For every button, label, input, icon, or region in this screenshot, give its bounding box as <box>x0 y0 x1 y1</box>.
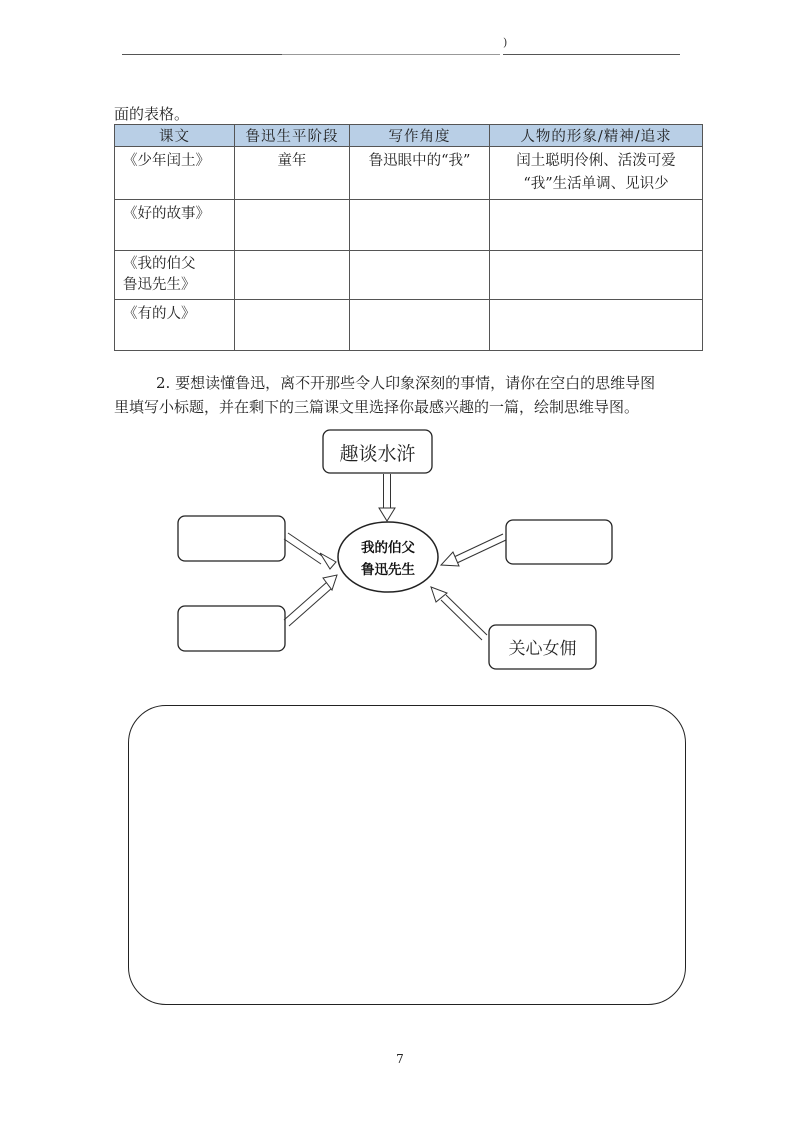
question-text <box>114 371 704 419</box>
stage-cell[interactable] <box>235 251 350 300</box>
lesson-title: 《少年闰土》 <box>123 153 210 169</box>
intro-text: 面的表格。 <box>114 105 190 123</box>
arrow-bottom-left <box>284 575 337 626</box>
bottom-left-node-box[interactable] <box>178 606 285 651</box>
header-rule-left <box>122 54 282 55</box>
lesson-title: 《好的故事》 <box>123 206 210 222</box>
image-cell[interactable] <box>490 300 703 351</box>
table-row <box>115 251 703 300</box>
angle-cell[interactable] <box>350 200 490 251</box>
angle-cell <box>350 147 490 200</box>
column-header: 写作角度 <box>350 125 490 147</box>
center-label-line2: 鲁迅先生 <box>361 562 415 578</box>
stage-cell[interactable] <box>235 200 350 251</box>
answer-drawing-area[interactable] <box>128 705 686 1005</box>
column-header: 鲁迅生平阶段 <box>235 125 350 147</box>
image-cell[interactable] <box>490 251 703 300</box>
bottom-right-node-label: 关心女佣 <box>508 639 577 659</box>
column-header: 课文 <box>115 125 235 147</box>
arrow-top <box>379 474 395 521</box>
header-rule-right <box>503 54 680 55</box>
stage-cell <box>235 147 350 200</box>
stage-text: 童年 <box>277 153 307 169</box>
lesson-table <box>114 124 703 351</box>
header-mark: ) <box>503 36 508 49</box>
angle-cell[interactable] <box>350 300 490 351</box>
angle-cell[interactable] <box>350 251 490 300</box>
lesson-title: 《有的人》 <box>123 306 196 322</box>
column-header: 人物的形象/精神/追求 <box>490 125 703 147</box>
stage-cell[interactable] <box>235 300 350 351</box>
center-node <box>338 522 438 592</box>
image-cell <box>490 147 703 200</box>
question-line: 2. 要想读懂鲁迅，离不开那些令人印象深刻的事情，请你在空白的思维导图 <box>156 374 656 392</box>
image-text-line: “我”生活单调、见识少 <box>523 176 669 192</box>
question-line: 里填写小标题，并在剩下的三篇课文里选择你最感兴趣的一篇，绘制思维导图。 <box>114 398 640 416</box>
lesson-cell <box>115 251 235 300</box>
table-header-row <box>115 125 703 147</box>
mind-map <box>0 420 800 680</box>
top-node-label: 趣谈水浒 <box>339 443 416 465</box>
image-cell[interactable] <box>490 200 703 251</box>
lesson-cell <box>115 147 235 200</box>
arrow-top-right <box>441 534 506 566</box>
page-number: 7 <box>396 1052 404 1066</box>
top-right-node-box[interactable] <box>506 520 612 564</box>
header-rule-middle <box>282 54 500 55</box>
arrow-bottom-right <box>431 587 487 640</box>
lesson-cell <box>115 200 235 251</box>
lesson-title-line: 鲁迅先生》 <box>123 277 196 293</box>
table-row <box>115 147 703 200</box>
table-row <box>115 200 703 251</box>
lesson-title-line: 《我的伯父 <box>123 256 196 272</box>
top-left-node-box[interactable] <box>178 516 285 561</box>
arrow-top-left <box>284 533 336 569</box>
image-text-line: 闰土聪明伶俐、活泼可爱 <box>516 153 676 169</box>
angle-text: 鲁迅眼中的“我” <box>368 153 471 169</box>
center-label-line1: 我的伯父 <box>361 540 415 556</box>
lesson-cell <box>115 300 235 351</box>
table-row <box>115 300 703 351</box>
